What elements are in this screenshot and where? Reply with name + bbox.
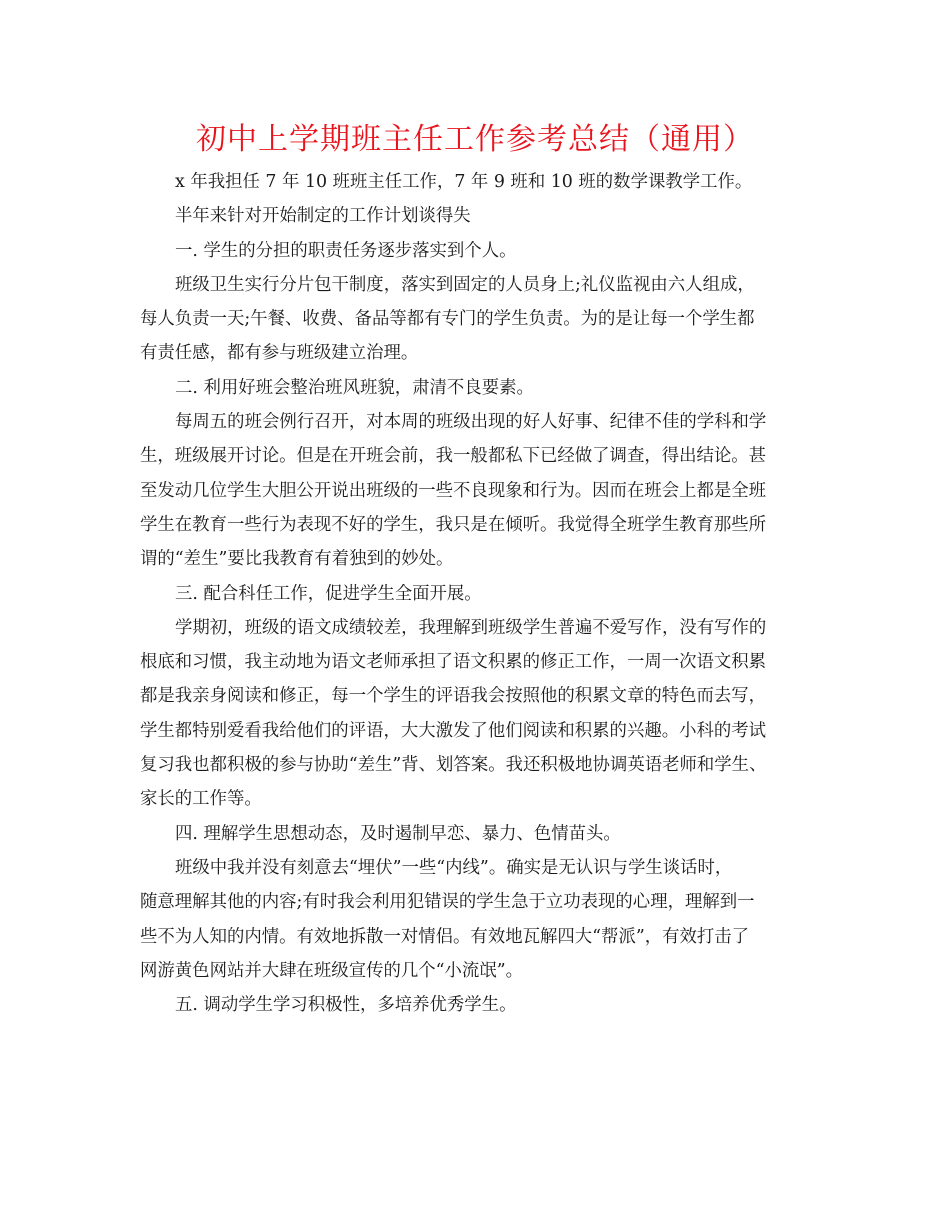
paragraph-line: 班级中我并没有刻意去“埋伏”一些“内线”。确实是无认识与学生谈话时， [175,857,733,878]
paragraph-line: 学生都特别爱看我给他们的评语，大大激发了他们阅读和积累的兴趣。小科的考试 [140,720,767,741]
paragraph-line: 半年来针对开始制定的工作计划谈得失 [175,206,471,227]
paragraph-line: 每周五的班会例行召开，对本周的班级出现的好人好事、纪律不佳的学科和学 [175,412,767,433]
paragraph-line: 谓的“差生”要比我教育有着独到的妙处。 [140,549,454,570]
section-heading: 三. 配合科任工作，促进学生全面开展。 [175,583,482,604]
paragraph-line: 复习我也都积极的参与协助“差生”背、划答案。我还积极地协调英语老师和学生、 [140,755,767,776]
paragraph-line: 随意理解其他的内容;有时我会利用犯错误的学生急于立功表现的心理，理解到一 [140,892,755,913]
paragraph-line: 学生在教育一些行为表现不好的学生，我只是在倾听。我觉得全班学生教育那些所 [140,514,767,535]
paragraph-line: 都是我亲身阅读和修正，每一个学生的评语我会按照他的积累文章的特色而去写， [140,686,767,707]
paragraph-line: 班级卫生实行分片包干制度，落实到固定的人员身上;礼仪监视由六人组成， [175,274,755,295]
section-heading: 五. 调动学生学习积极性，多培养优秀学生。 [175,995,517,1016]
section-heading: 一. 学生的分担的职责任务逐步落实到个人。 [175,240,517,261]
paragraph-line: 生，班级展开讨论。但是在开班会前，我一般都私下已经做了调查，得出结论。甚 [140,446,767,467]
paragraph-line: x 年我担任 7 年 10 班班主任工作，7 年 9 班和 10 班的数学课教学工作。 [175,172,753,192]
paragraph-line: 学期初，班级的语文成绩较差，我理解到班级学生普遍不爱写作，没有写作的 [175,617,767,638]
paragraph-line: 至发动几位学生大胆公开说出班级的一些不良现象和行为。因而在班会上都是全班 [140,480,767,501]
document-body [140,165,830,1022]
section-heading: 四. 理解学生思想动态，及时遏制早恋、暴力、色情苗头。 [175,823,621,844]
paragraph-line: 网游黄色网站并大肆在班级宣传的几个“小流氓”。 [140,960,523,981]
paragraph-line: 些不为人知的内情。有效地拆散一对情侣。有效地瓦解四大“帮派”，有效打击了 [140,926,750,947]
section-heading: 二. 利用好班会整治班风班貌，肃清不良要素。 [175,377,534,398]
document-title: 初中上学期班主任工作参考总结（通用） [196,122,754,157]
paragraph-line: 家长的工作等。 [140,789,262,810]
paragraph-line: 根底和习惯，我主动地为语文老师承担了语文积累的修正工作，一周一次语文积累 [140,652,767,673]
paragraph-line: 有责任感，都有参与班级建立治理。 [140,343,419,364]
paragraph-line: 每人负责一天;午餐、收费、备品等都有专门的学生负责。为的是让每一个学生都 [140,309,755,330]
